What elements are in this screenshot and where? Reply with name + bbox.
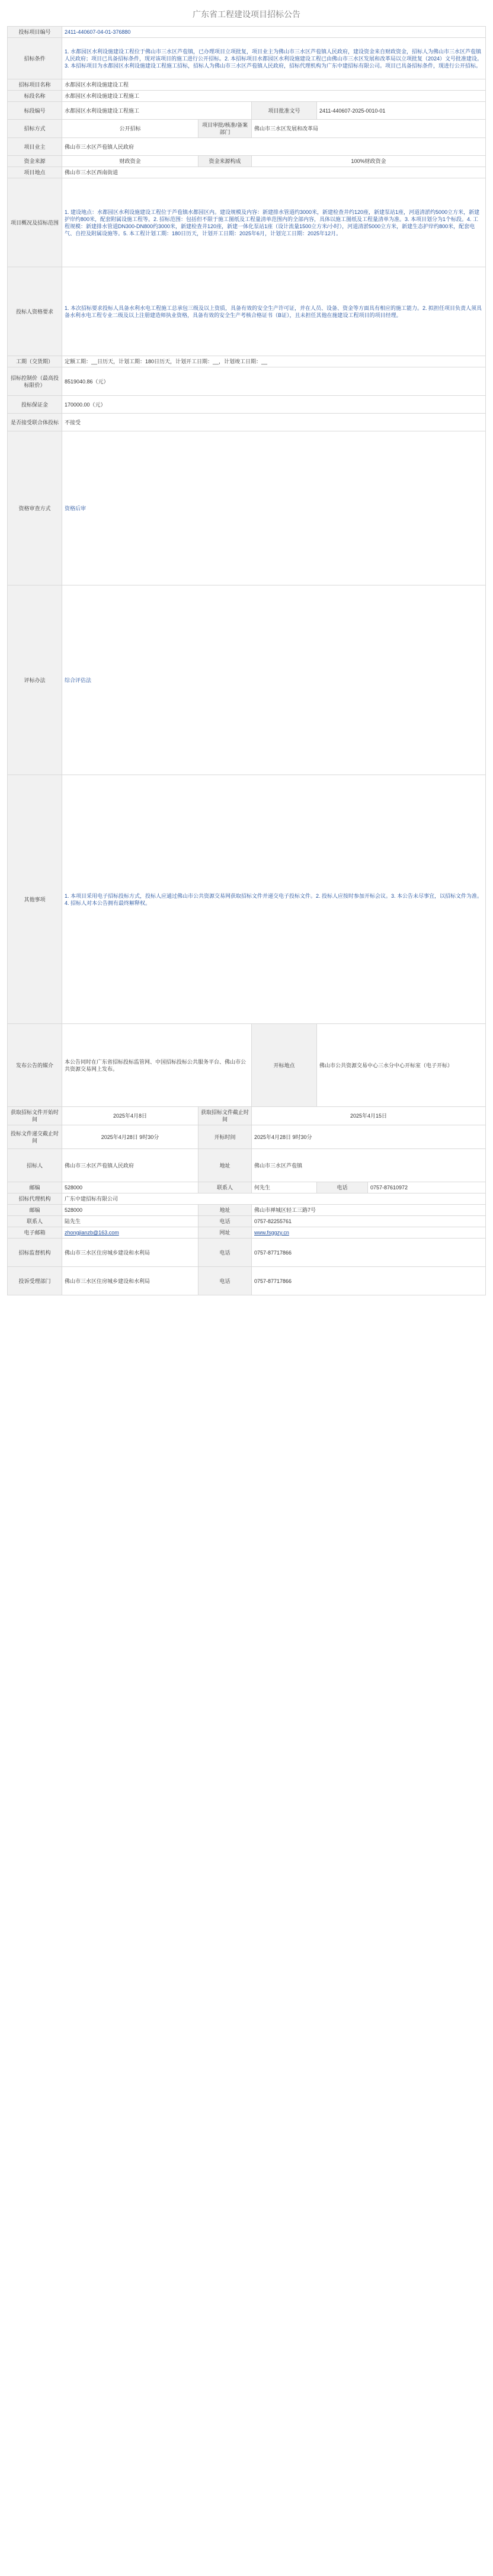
- agent-contact-value: 陆先生: [62, 1216, 199, 1227]
- project-name-label: 招标项目名称: [8, 79, 62, 91]
- plan-value: 定额工期：__日历天，计划工期：180日历天，计划开工日期：__，计划竣工日期：__: [62, 356, 486, 367]
- method-label: 招标方式: [8, 120, 62, 138]
- section-no-value: 水都园区水利设施建设工程施工: [62, 102, 252, 120]
- open-place-label: 开标时间: [199, 1125, 252, 1149]
- deposit-value: 170000.00（元）: [62, 396, 486, 414]
- tenderer-label: 招标人: [8, 1149, 62, 1182]
- project-code-value: 2411-440607-04-01-376880: [62, 27, 486, 38]
- email-value[interactable]: zhongjianzb@163.com: [62, 1227, 199, 1239]
- supervisor-tel-value: 0757-87717866: [252, 1239, 486, 1267]
- tender-info-table: [7, 26, 486, 1295]
- postcode-label: 邮编: [8, 1182, 62, 1193]
- other-label: 其他事项: [8, 775, 62, 1024]
- fund-ratio-value: 100%财政资金: [252, 156, 486, 167]
- contact-label: 联系人: [199, 1182, 252, 1193]
- agent-tel-value: 0757-82255761: [252, 1216, 486, 1227]
- announce-label: 发布公告的媒介: [8, 1024, 62, 1107]
- agent-post-label: 邮编: [8, 1205, 62, 1216]
- location-value: 佛山市三水区西南街道: [62, 167, 486, 178]
- email-label: 电子邮箱: [8, 1227, 62, 1239]
- method-value: 公开招标: [62, 120, 199, 138]
- price-label: 招标控制价（最高投标限价）: [8, 367, 62, 396]
- method-review-label: 资格审查方式: [8, 431, 62, 585]
- conditions-label: 招标条件: [8, 38, 62, 79]
- platform-value: 佛山市公共资源交易中心三水分中心开标室（电子开标）: [317, 1024, 486, 1107]
- fund-ratio-label: 资金来源构成: [199, 156, 252, 167]
- complaint-label: 投诉受理部门: [8, 1267, 62, 1295]
- supervisor-label: 招标监督机构: [8, 1239, 62, 1267]
- conditions-value: 1. 水都园区水利设施建设工程位于佛山市三水区芦苞镇，已办理项目立项批复，项目业主为佛山市三水区芦苞镇人民政府，建设资金来自财政资金，招标人为佛山市三水区芦苞镇人民政府；项目已具备招标条件，现对该项目的施工进行公开招标。2. 本招标项目水都园区水利设施建设工程已由佛山市三水区发展和改革局以立项批复（2024）文号批准建设。3. 本招标项目为水都园区水利设施建设工程施工招标，招标人为佛山市三水区芦苞镇人民政府，招标代理机构为广东中建招标有限公司。项目已具备招标条件，现进行公开招标。: [62, 38, 486, 79]
- method-review-value: 资格后审: [62, 431, 486, 585]
- approve-label: 项目审批/核准/备案部门: [199, 120, 252, 138]
- address-label: 地址: [199, 1149, 252, 1182]
- tender-doc-time-value: 2025年4月8日: [62, 1107, 199, 1125]
- agent-post-value: 528000: [62, 1205, 199, 1216]
- agent-tel-label: 电话: [199, 1216, 252, 1227]
- tender-doc-end-label: 获取招标文件截止时间: [199, 1107, 252, 1125]
- joint-label: 是否接受联合体投标: [8, 414, 62, 431]
- owner-value: 佛山市三水区芦苞镇人民政府: [62, 138, 486, 156]
- announce-value: 本公告同时在广东省招标投标监管网、中国招标投标公共服务平台、佛山市公共资源交易网上发布。: [62, 1024, 252, 1107]
- scale-value: 1. 建设地点：水都园区水利设施建设工程位于芦苞镇水都园区内。建设规模及内容：新建排水管道约3000米，新建检查井约120座，新建泵站1座，河道清淤约5000立方米，新建护岸约800米，配套附属设施工程等。2. 招标范围：包括但不限于施工图纸及工程量清单范围内的全部内容，具体以施工图纸及工程量清单为准。3. 本项目划分为1个标段。4. 工程规模：新建排水管道DN300-DN800约3000米，新建检查井120座，新建一体化泵站1座（设计流量1500立方米/小时），河道清淤5000立方米，新建生态护岸约800米，配套电气、自控及附属设施等。5. 本工程计划工期：180日历天，计划开工日期：2025年6月，计划完工日期：2025年12月。: [62, 178, 486, 267]
- plan-label: 工期（交货期）: [8, 356, 62, 367]
- approve-code-value: 2411-440607-2025-0010-01: [317, 102, 486, 120]
- agent-contact-label: 联系人: [8, 1216, 62, 1227]
- project-name-value: 水都园区水利设施建设工程: [62, 79, 486, 91]
- agent-label: 招标代理机构: [8, 1193, 62, 1205]
- location-label: 项目地点: [8, 167, 62, 178]
- other-value: 1. 本项目采用电子招标投标方式，投标人应通过佛山市公共资源交易网获取招标文件并递交电子投标文件。2. 投标人应按时参加开标会议。3. 本公告未尽事宜，以招标文件为准。4. 招标人对本公告拥有最终解释权。: [62, 775, 486, 1024]
- agent-addr-label: 地址: [199, 1205, 252, 1216]
- owner-label: 项目业主: [8, 138, 62, 156]
- agent-value: 广东中建招标有限公司: [62, 1193, 486, 1205]
- supervisor-value: 佛山市三水区住房城乡建设和水利局: [62, 1239, 199, 1267]
- section-name-value: 水都园区水利设施建设工程施工: [62, 91, 486, 102]
- address-value: 佛山市三水区芦苞镇: [252, 1149, 486, 1182]
- price-value: 8519040.86（元）: [62, 367, 486, 396]
- tender-doc-end-value: 2025年4月15日: [252, 1107, 486, 1125]
- open-place-value: 2025年4月28日 9时30分: [252, 1125, 486, 1149]
- tel-value: 0757-87610972: [368, 1182, 486, 1193]
- web-value[interactable]: www.fsggzy.cn: [252, 1227, 486, 1239]
- fund-value: 财政资金: [62, 156, 199, 167]
- fund-label: 资金来源: [8, 156, 62, 167]
- tenderer-value: 佛山市三水区芦苞镇人民政府: [62, 1149, 199, 1182]
- page-title: 广东省工程建设项目招标公告: [193, 10, 300, 20]
- open-time-value: 2025年4月28日 9时30分: [62, 1125, 199, 1149]
- scale-label: 项目概况及招标范围: [8, 178, 62, 267]
- joint-value: 不接受: [62, 414, 486, 431]
- open-time-label: 投标文件递交截止时间: [8, 1125, 62, 1149]
- deposit-label: 投标保证金: [8, 396, 62, 414]
- qual-label: 投标人资格要求: [8, 267, 62, 356]
- section-no-label: 标段编号: [8, 102, 62, 120]
- platform-label: 开标地点: [252, 1024, 317, 1107]
- tender-doc-time-label: 获取招标文件开始时间: [8, 1107, 62, 1125]
- tel-label: 电话: [317, 1182, 368, 1193]
- agent-addr-value: 佛山市禅城区轻工三路7号: [252, 1205, 486, 1216]
- eval-label: 评标办法: [8, 585, 62, 775]
- approve-value: 佛山市三水区发展和改革局: [252, 120, 486, 138]
- web-label: 网址: [199, 1227, 252, 1239]
- qual-value: 1. 本次招标要求投标人具备水利水电工程施工总承包三级及以上资质，具备有效的安全生产许可证，并在人员、设备、资金等方面具有相应的施工能力。2. 拟担任项目负责人须具备水利水电工程专业二级及以上注册建造师执业资格，具备有效的安全生产考核合格证书（B证），且未担任其他在施建设工程项目的项目经理。: [62, 267, 486, 356]
- postcode-value: 528000: [62, 1182, 199, 1193]
- project-code-label: 投标项目编号: [8, 27, 62, 38]
- complaint-value: 佛山市三水区住房城乡建设和水利局: [62, 1267, 199, 1295]
- supervisor-tel-label: 电话: [199, 1239, 252, 1267]
- approve-code-label: 项目批准文号: [252, 102, 317, 120]
- complaint-tel-label: 电话: [199, 1267, 252, 1295]
- section-name-label: 标段名称: [8, 91, 62, 102]
- eval-value: 综合评估法: [62, 585, 486, 775]
- complaint-tel-value: 0757-87717866: [252, 1267, 486, 1295]
- contact-value: 何先生: [252, 1182, 317, 1193]
